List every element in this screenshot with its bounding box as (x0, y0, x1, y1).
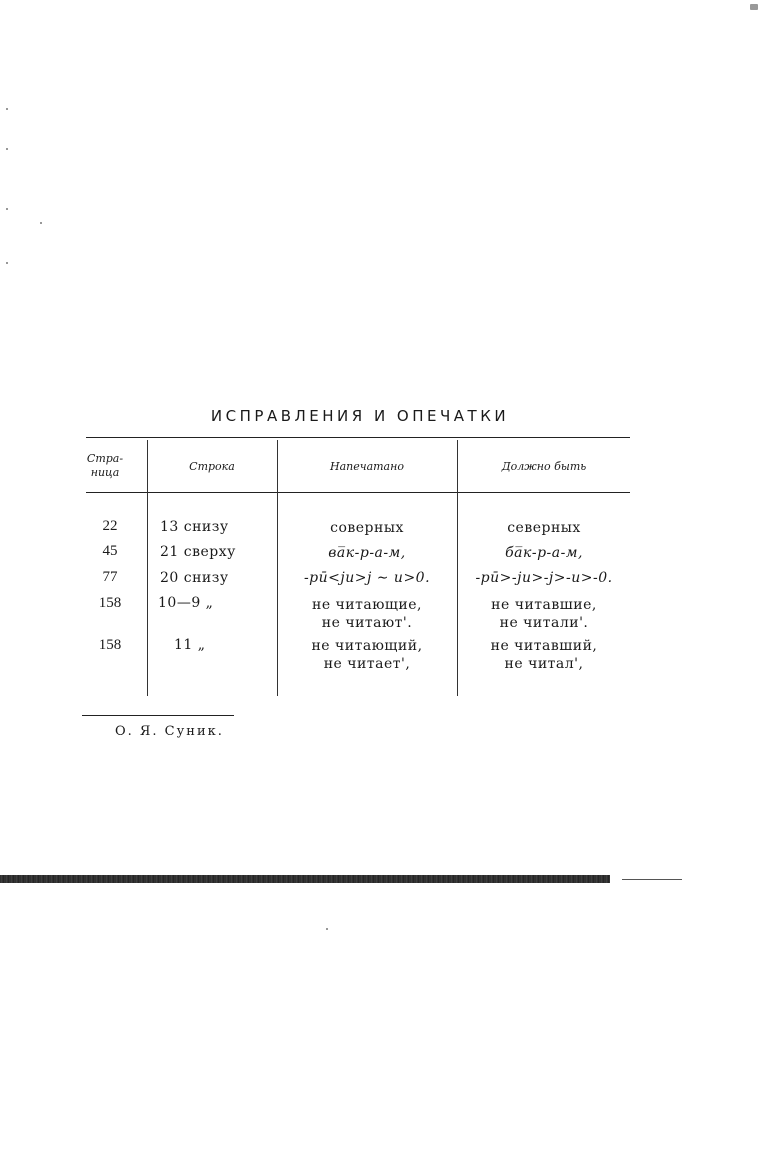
header-printed: Напечатано (329, 460, 404, 473)
page-edge-line (622, 879, 682, 880)
cell-row: 21 сверху (160, 544, 236, 560)
cell-page: 158 (98, 595, 122, 611)
scan-speck (6, 148, 8, 150)
cell-should-be: не читавший, не читал', (490, 638, 598, 672)
cell-printed: не читающий, не читает', (311, 638, 423, 672)
cell-row: 11 „ (174, 637, 206, 653)
errata-title: ИСПРАВЛЕНИЯ И ОПЕЧАТКИ (210, 407, 510, 425)
cell-should-be: не читавшие, не читали'. (491, 597, 597, 631)
scan-speck (750, 4, 758, 10)
header-page-line1: Стра- (86, 452, 124, 465)
header-page (80, 452, 130, 480)
scan-speck (6, 262, 8, 264)
page-edge-bar (0, 875, 610, 883)
cell-row: 20 снизу (160, 570, 229, 586)
header-row: Строка (189, 460, 235, 473)
cell-printed: ва̅к-р-а-м, (328, 545, 406, 561)
table-top-rule (86, 437, 630, 438)
cell-should-be: ба̅к-р-а-м, (505, 545, 583, 561)
cell-page: 77 (102, 569, 118, 585)
column-divider (147, 440, 148, 696)
cell-page: 45 (102, 543, 118, 559)
cell-row: 10—9 „ (158, 595, 214, 611)
table-header-rule (86, 492, 630, 493)
cell-page: 158 (98, 637, 122, 653)
cell-row: 13 снизу (160, 519, 229, 535)
cell-should-be: -рū>-ju>-j>-u>-0. (475, 570, 613, 586)
scan-speck (326, 928, 328, 930)
header-should-be: Должно быть (501, 460, 587, 473)
scan-speck (40, 222, 42, 224)
scan-speck (6, 208, 8, 210)
header-page-line2: ница (90, 466, 120, 479)
scan-speck (6, 108, 8, 110)
cell-printed: соверных (330, 520, 404, 536)
cell-printed: -рū<ju>j ∼ u>0. (303, 570, 431, 586)
cell-page: 22 (102, 518, 118, 534)
signature: О. Я. Суник. (115, 724, 224, 739)
signature-rule (82, 715, 234, 716)
cell-should-be: северных (507, 520, 581, 536)
cell-printed: не читающие, не читают'. (311, 597, 422, 631)
